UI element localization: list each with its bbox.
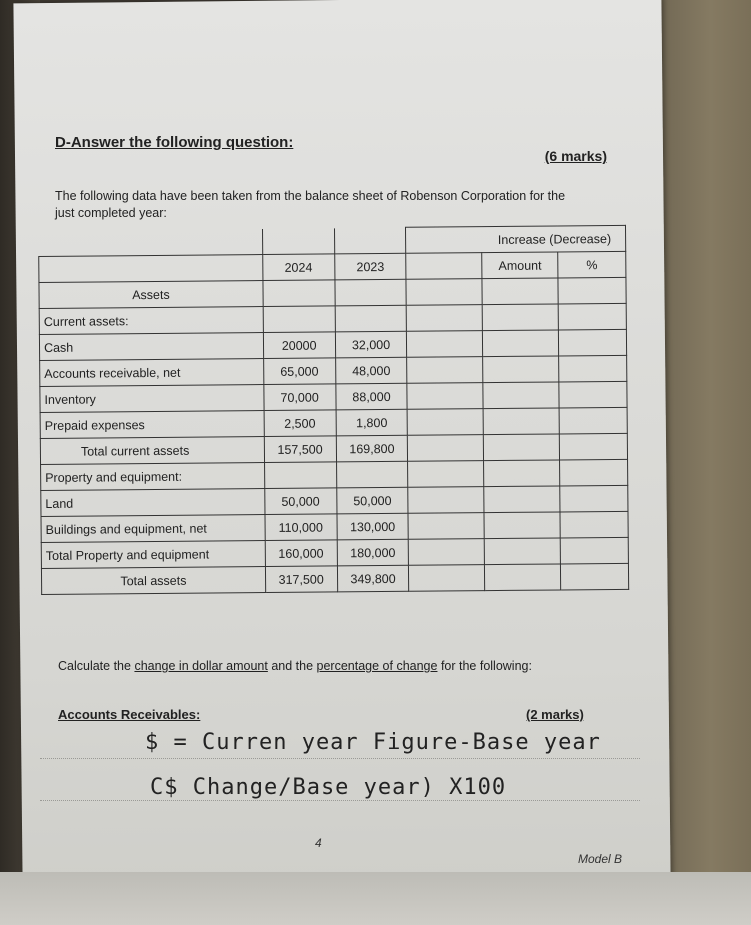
row-label: Land [41,489,265,517]
row-2023-value: 32,000 [335,331,407,358]
row-2024-value: 2,500 [264,410,336,437]
row-2024-value: 50,000 [264,488,336,515]
row-2024-value: 20000 [263,332,335,359]
model-footer: Model B [578,852,623,866]
handwritten-answer-line-2: C$ Change/Base year) X100 [150,775,507,800]
table-row [41,563,628,594]
subquestion-title: Accounts Receivables: [58,707,201,722]
row-label: Cash [39,333,263,361]
row-2024-value: 65,000 [263,358,335,385]
row-2024-value: 70,000 [264,384,336,411]
row-label: Inventory [40,385,264,413]
instruction-part: and the [267,659,317,673]
row-2023-value: 349,800 [337,565,409,592]
intro-text: The following data have been taken from the balance sheet of Robenson Corporation for the just completed year: [55,189,566,220]
instruction-text [58,657,578,676]
answer-line [40,758,640,759]
row-label: Total current assets [40,437,264,465]
row-2023-value: 88,000 [335,383,407,410]
instruction-part: Calculate the [58,659,135,673]
row-2024-value: 160,000 [265,540,337,567]
subquestion-marks: (2 marks) [526,707,584,722]
section-title: D-Answer the following question: [55,134,294,151]
row-label: Property and equipment: [41,463,265,491]
row-2023-value: 180,000 [337,539,409,566]
year-2024-header: 2024 [262,254,334,281]
instruction-underlined-percent: percentage of change [316,659,438,673]
row-2024-value: 110,000 [265,514,337,541]
increase-decrease-header: Increase (Decrease) [406,225,626,253]
row-2024-value [263,306,335,333]
row-2024-value [264,462,336,489]
row-label: Total Property and equipment [41,541,265,569]
row-2023-value: 1,800 [336,409,408,436]
amount-header: Amount [482,252,558,279]
answer-line [40,800,640,801]
instruction-underlined-dollar: change in dollar amount [134,659,268,673]
row-2023-value: 48,000 [335,357,407,384]
year-2023-header: 2023 [334,253,406,280]
row-2023-value: 169,800 [336,435,408,462]
instruction-part: for the following: [437,659,532,673]
balance-sheet-table [38,225,629,595]
handwritten-answer-line-1: $ = Curren year Figure-Base year [145,730,601,755]
row-label: Total assets [41,567,265,595]
row-2023-value [335,305,407,332]
row-label: Prepaid expenses [40,411,264,439]
row-2024-value: 157,500 [264,436,336,463]
percent-header: % [558,251,626,278]
page-number: 4 [315,836,322,850]
row-2023-value [336,461,408,488]
assets-header: Assets [39,281,263,309]
row-2023-value: 50,000 [336,487,408,514]
section-marks: (6 marks) [544,148,607,164]
row-2023-value: 130,000 [337,513,409,540]
row-label: Accounts receivable, net [40,359,264,387]
row-label: Current assets: [39,307,263,335]
row-2024-value: 317,500 [265,566,337,593]
section-header [55,130,615,170]
paper-bottom-edge [0,872,751,925]
row-label: Buildings and equipment, net [41,515,265,543]
